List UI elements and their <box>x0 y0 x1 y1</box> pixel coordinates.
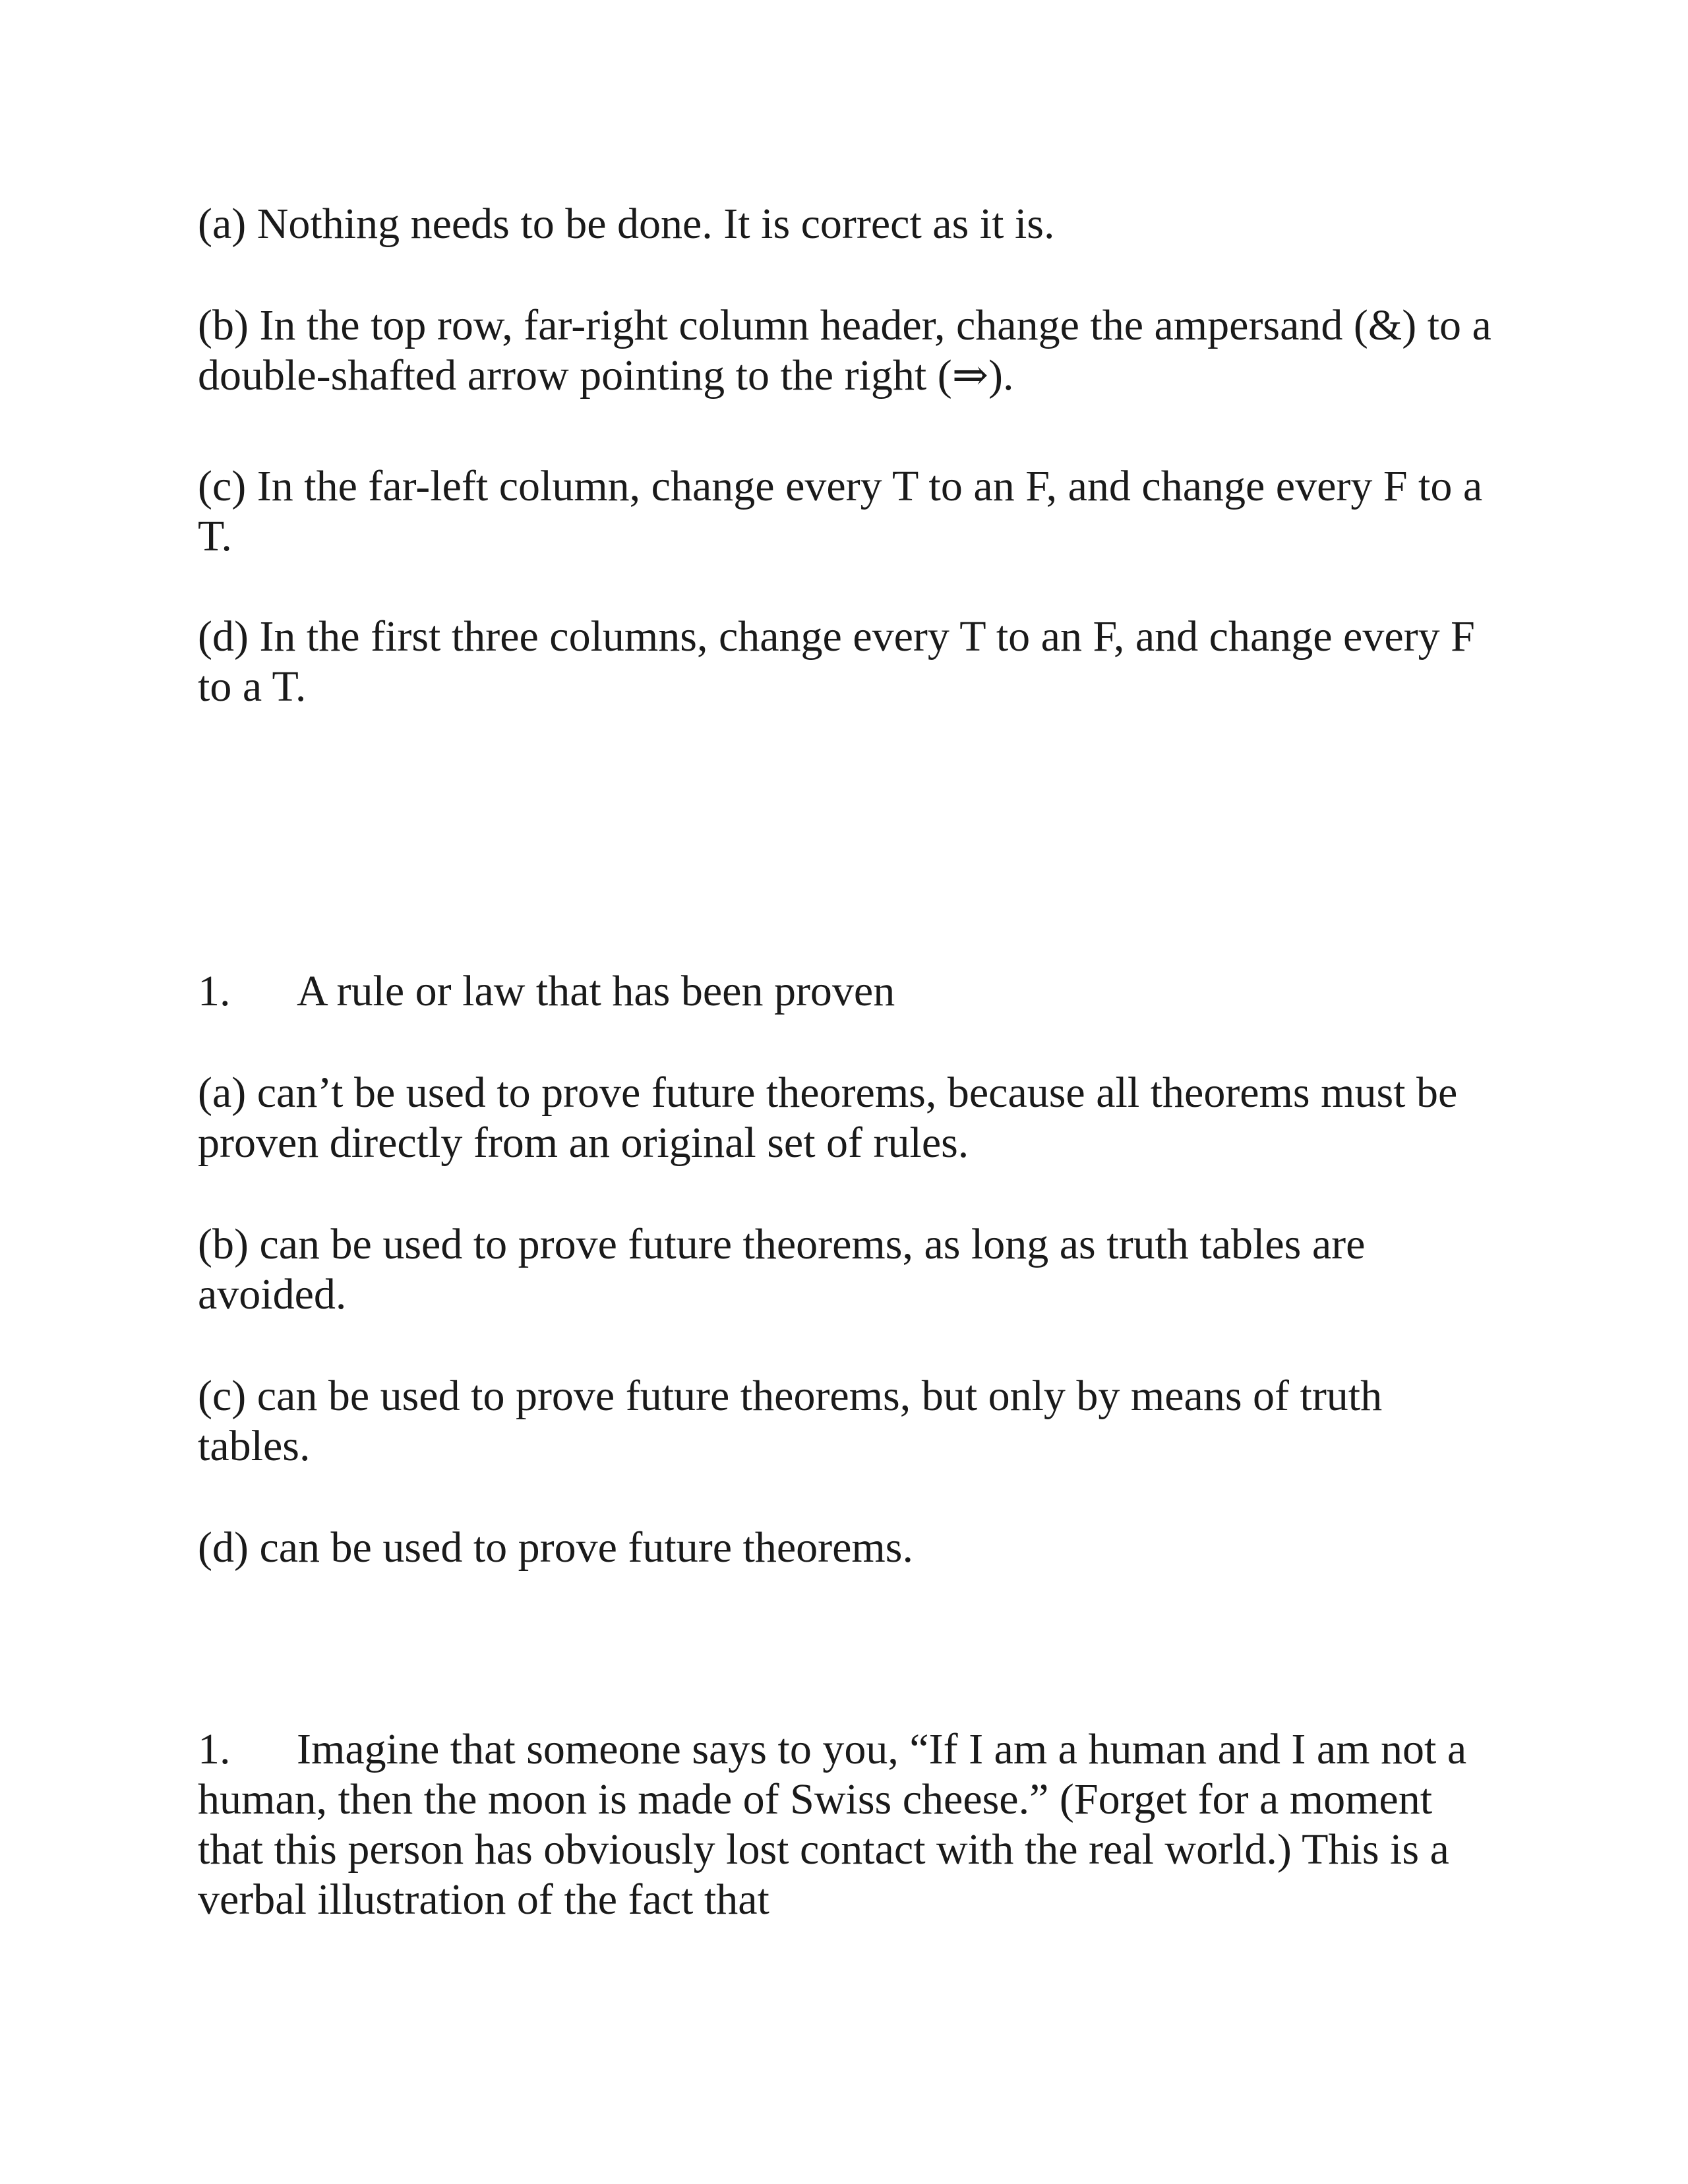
option-d-first-three: (d) In the first three columns, change every T to an F, and change every F to a T. <box>198 612 1475 711</box>
option-b-truth-tables-avoided: (b) can be used to prove future theorems, as long as truth tables are avoided. <box>198 1220 1366 1318</box>
option-c-only-truth-tables: (c) can be used to prove future theorems, but only by means of truth tables. <box>198 1372 1383 1470</box>
question-swiss-cheese <box>198 1725 1503 1925</box>
option-c-far-left: (c) In the far-left column, change every T to an F, and change every F to a T. <box>198 462 1483 560</box>
question-stem: Imagine that someone says to you, “If I am a human and I am not a human, then the moon is made of Swiss cheese.” (Forget for a moment that this person has obviously lost contact with the real world.) This is a verbal illustration of the fact that <box>198 1725 1467 1924</box>
question-number: 1. <box>198 967 231 1015</box>
question-rule-or-law <box>198 966 1503 1017</box>
option-a-nothing: (a) Nothing needs to be done. It is correct as it is. <box>198 200 1055 248</box>
option-d-can-be-used: (d) can be used to prove future theorems. <box>198 1523 913 1572</box>
question-stem: A rule or law that has been proven <box>297 967 895 1015</box>
question-number: 1. <box>198 1725 231 1773</box>
option-a-cant-be-used: (a) can’t be used to prove future theorems, because all theorems must be proven directly from an original set of rules. <box>198 1069 1458 1167</box>
option-b-ampersand: (b) In the top row, far-right column header, change the ampersand (&) to a double-shafted arrow pointing to the right (⇒). <box>198 301 1492 399</box>
